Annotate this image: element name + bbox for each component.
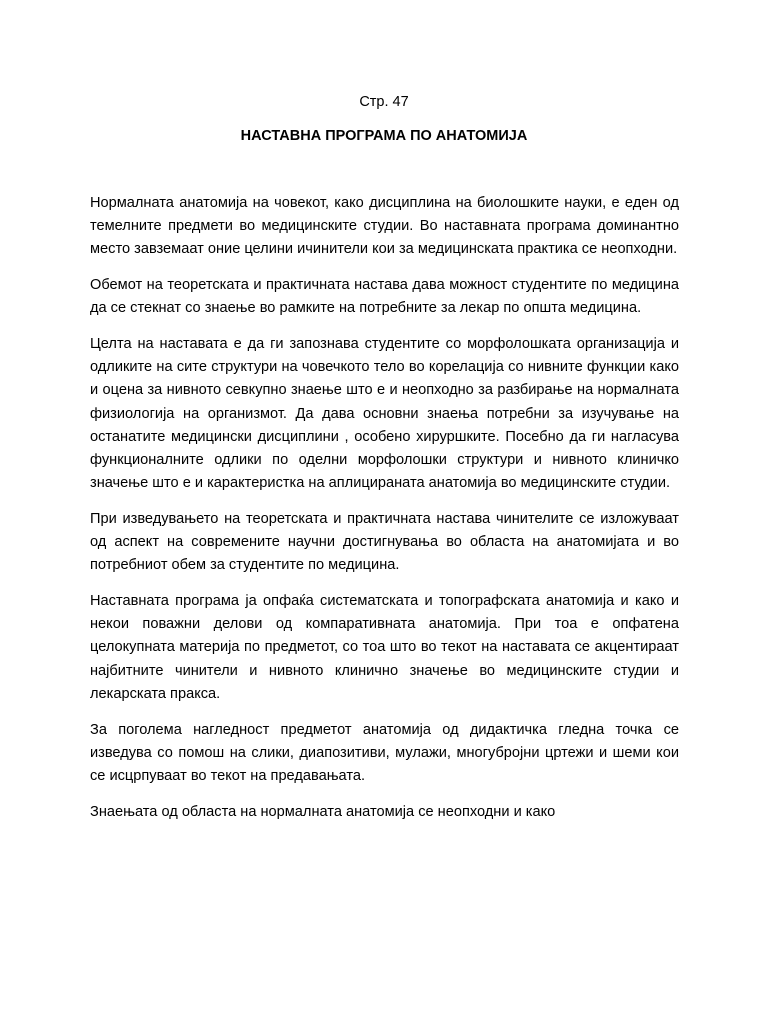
paragraph-delivery: При изведувањето на теоретската и практичната настава чинителите се изложуваат од аспект на современите научни достигнувања во областа на анатомијата и во потребниот обем за студентите по медицина. <box>90 510 679 574</box>
paragraph-continuation: Знаењата од областа на нормалната анатомија се неопходни и како <box>90 803 556 820</box>
paragraph-teaching-aids: За поголема нагледност предметот анатомија од дидактичка гледна точка се изведува со помош на слики, диапозитиви, мулажи, многубројни цртежи и шеми кои се исцрпуваат во текот на предавањата. <box>90 721 679 784</box>
paragraph-intro: Нормалната анатомија на човекот, како дисциплина на биолошките науки, е еден од темелните предмети во медицинските студии. Во наставната програма доминантно место завземаат оние целини ичинители кои за медицинската практика се неопходни. <box>90 195 679 258</box>
page-number: Стр. 47 <box>359 94 409 110</box>
document-body <box>90 192 679 836</box>
paragraph-scope: Обемот на теоретската и практичната настава дава можност студентите по медицина да се стекнат со знаење во рамките на потребните за лекар по општа медицина. <box>90 277 679 317</box>
paragraph-program-coverage: Наставната програма ја опфаќа систематската и топографската анатомија и како и некои поважни делови од компаративната анатомија. При тоа е опфатена целокупната материја по предметот, со тоа што во текот на наставата се акцентираат најбитните чинители и нивното клинично значење во медицинските студии и лекарската пракса. <box>90 593 679 702</box>
document-title: НАСТАВНА ПРОГРАМА ПО АНАТОМИЈА <box>240 128 528 144</box>
paragraph-goal: Целта на наставата е да ги запознава студентите со морфолошката организација и одликите на сите структури на човечкото тело во корелација со нивните функции како и оцена за нивното севкупно знаење што е и неопходно за разбирање на нормалната физиологија на организмот. Да дава основни знаења потребни за изучување на останатите медицински дисциплини , особено хируршките. Посебно да ги нагласува функционалните одлики по оделни морфолошки структури и нивното клиничко значење што е и карактеристка на аплицираната анатомија во медицинските студии. <box>90 336 679 492</box>
